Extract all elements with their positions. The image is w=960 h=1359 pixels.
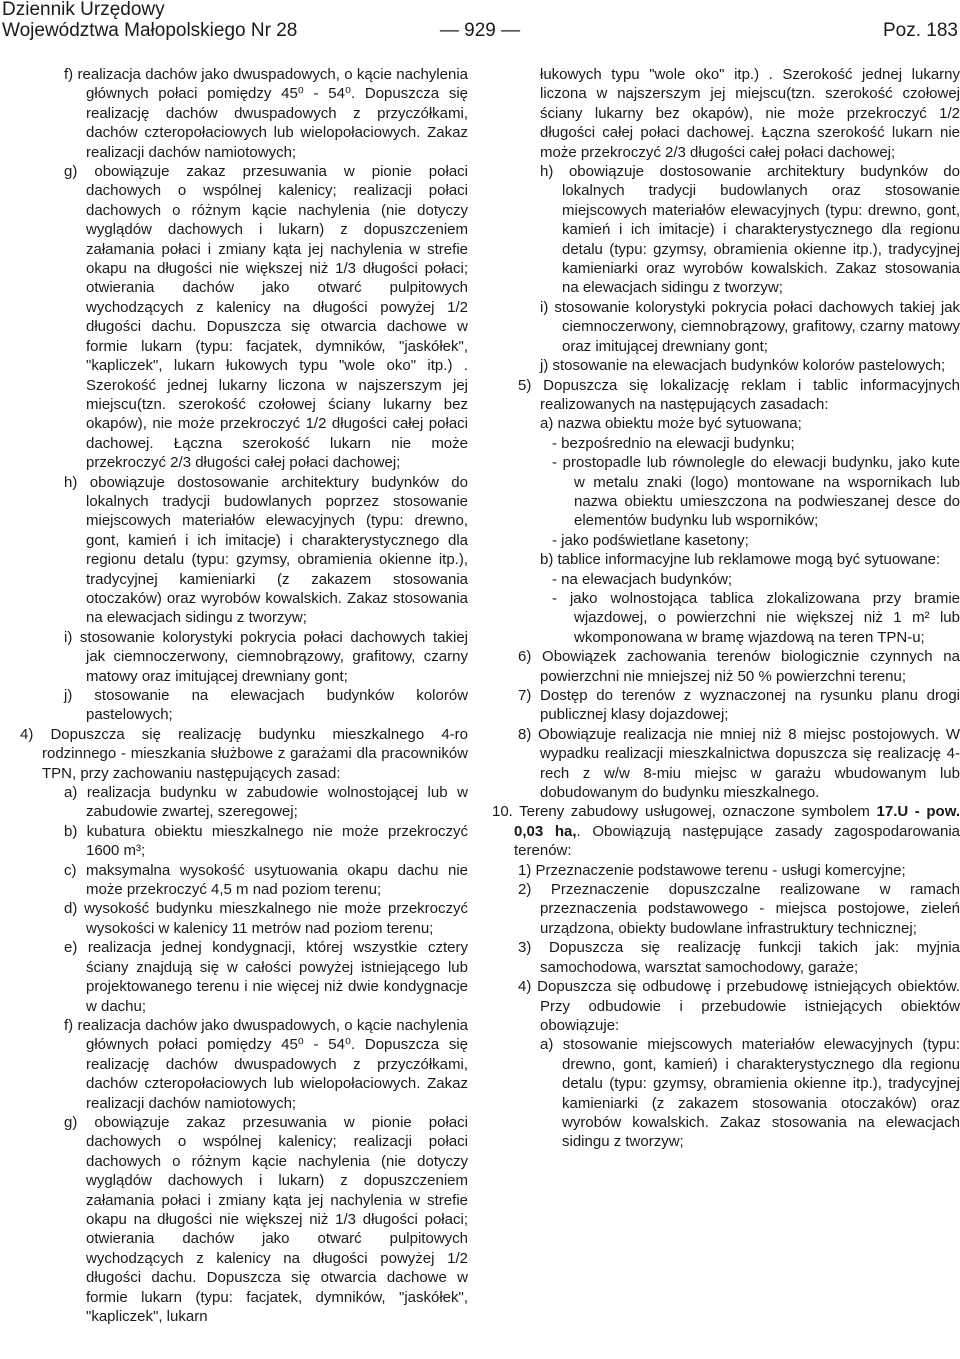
paragraph-j-right: j) stosowanie na elewacjach budynków kolorów pastelowych; — [540, 357, 946, 375]
paragraph-f-2: f) realizacja dachów jako dwuspadowych, o kącie nachylenia głównych połaci pomiędzy 45⁰ - 54⁰. Dopuszcza się realizację dachów dwuspadowych z przyczółkami, dachów czteropołaciowych lub wielopołaciowych. Zakaz realizacji dachów namiotowych; — [64, 1016, 468, 1112]
section-10-rest: . Obowiązują następujące zasady zagospodarowania terenów: — [514, 822, 960, 860]
list-item: - bezpośrednio na elewacji budynku; — [552, 434, 795, 452]
section-10 — [492, 802, 960, 860]
section-6: 6) Obowiązek zachowania terenów biologicznie czynnych na powierzchni nie mniejszej niż 50 % powierzchni terenu; — [518, 648, 960, 685]
paragraph-h: h) obowiązuje dostosowanie architektury budynków do lokalnych tradycji budowlanych poprzez stosowanie miejscowych materiałów elewacyjnych (typu: drewno, gont, kamień i ich imitacje) i charakterystycznego dla regionu detalu (typu: gzymsy, obramienia okienne itp.), tradycyjnej kamieniarki (z zakazem stosowania otoczaków) oraz wyrobów kowalskich. Zakaz stosowania na elewacjach sidingu z tworzyw; — [64, 473, 468, 627]
section-4: 4) Dopuszcza się realizację budynku mieszkalnego 4-ro rodzinnego - mieszkania służbowe z garażami dla pracowników TPN, przy zachowaniu następujących zasad: — [20, 725, 468, 782]
list-item: - jako podświetlane kasetony; — [552, 531, 749, 549]
paragraph-e: e) realizacja jednej kondygnacji, której wszystkie cztery ściany znajdują się w całości powyżej istniejącego lub projektowanego terenu i nie więcej niż dwie kondygnacje w dachu; — [64, 939, 468, 1015]
paragraph-g: g) obowiązuje zakaz przesuwania w pionie połaci dachowych o wspólnej kalenicy; realizacji połaci dachowych o różnym kącie nachylenia (nie dotyczy wyglądów dachowych i lukarn) z dopuszczeniem załamania połaci i zmiany kąta jej nachylenia w strefie okapu na długości nie większej niż 1/3 długości połaci; otwierania dachów jako otwarć pulpitowych wychodzących z kalenicy na długości powyżej 1/2 długości dachu. Dopuszcza się otwarcia dachowe w formie lukarn (typu: facjatek, dymników, "jaskółek", "kapliczek", lukarn łukowych typu "wole oko" itp.) . Szerokość jednej lukarny liczona w najszerszym jej miejscu(tzn. szerokość czołowej ściany lukarny bez okapów), nie może przekroczyć 1/2 długości całej połaci dachowej. Łączna szerokość lukarn nie może przekroczyć 2/3 długości całej połaci dachowej; — [64, 163, 468, 472]
list-item: - prostopadle lub równolegle do elewacji budynku, jako kute w metalu znaki (logo) montowane na wspornikach lub nazwa obiektu umieszczona na podwieszanej desce do elementów budynku lub wsporników; — [552, 454, 960, 530]
paragraph-b: b) kubatura obiektu mieszkalnego nie może przekroczyć 1600 m³; — [64, 822, 468, 860]
section-5: 5) Dopuszcza się lokalizację reklam i tablic informacyjnych realizowanych na następujących zasadach: — [518, 376, 960, 413]
section-10-symbol: 17.U - pow. 0,03 ha, — [514, 803, 960, 840]
paragraph-5a: a) nazwa obiektu może być sytuowana; — [540, 415, 802, 433]
right-column — [492, 65, 960, 1152]
position-number: Poz. 183 — [883, 20, 958, 41]
paragraph-c: c) maksymalna wysokość usytuowania okapu dachu nie może przekroczyć 4,5 m nad poziom terenu; — [64, 861, 468, 899]
paragraph-i: i) stosowanie kolorystyki pokrycia połaci dachowych takiej jak ciemnoczerwony, ciemnobrązowy, grafitowy, czarny matowy oraz imitującej drewniany gont; — [64, 628, 468, 685]
section-10-intro: 10. Tereny zabudowy usługowej, oznaczone symbolem — [492, 803, 877, 821]
paragraph-10-4a: a) stosowanie miejscowych materiałów elewacyjnych (typu: drewno, gont, kamień) i charakterystycznego dla regionu detalu (typu: gzymsy, obramienia okienne itp.), tradycyjnej kamieniarki (z zakazem stosowania otoczaków) oraz wyrobów kowalskich. Zakaz stosowania na elewacjach sidingu z tworzyw; — [540, 1036, 960, 1151]
list-item: - na elewacjach budynków; — [552, 570, 733, 588]
section-7: 7) Dostęp do terenów z wyznaczonej na rysunku planu drogi publicznej klasy dojazdowej; — [518, 687, 960, 724]
paragraph-f: f) realizacja dachów jako dwuspadowych, o kącie nachylenia głównych połaci pomiędzy 45⁰ - 54⁰. Dopuszcza się realizację dachów dwuspadowych z przyczółkami, dachów czteropołaciowych lub wielopołaciowych. Zakaz realizacji dachów namiotowych; — [64, 66, 468, 161]
journal-title: Dziennik Urzędowy — [2, 0, 165, 20]
list-item: - jako wolnostojąca tablica zlokalizowana przy bramie wjazdowej, o powierzchni nie większej niż 1 m² lub wkomponowana w bramę wjazdową na teren TPN-u; — [552, 589, 960, 646]
section-10-1: 1) Przeznaczenie podstawowe terenu - usługi komercyjne; — [518, 861, 906, 879]
page-number: — 929 — — [439, 20, 521, 41]
section-10-4: 4) Dopuszcza się odbudowę i przebudowę istniejących obiektów. Przy odbudowie i przebudowie istniejących obiektów obowiązuje: — [518, 978, 960, 1034]
page-header — [0, 0, 960, 42]
paragraph-i-right: i) stosowanie kolorystyki pokrycia połaci dachowych takiej jak ciemnoczerwony, ciemnobrązowy, grafitowy, czarny matowy oraz imitującej drewniany gont; — [540, 298, 960, 355]
section-10-2: 2) Przeznaczenie dopuszczalne realizowane w ramach przeznaczenia podstawowego - miejsca postojowe, zieleń urządzona, obiekty budowlane infrastruktury technicznej; — [518, 881, 960, 937]
left-column — [20, 65, 468, 1326]
paragraph-j: j) stosowanie na elewacjach budynków kolorów pastelowych; — [64, 687, 468, 724]
paragraph-g-2: g) obowiązuje zakaz przesuwania w pionie połaci dachowych o wspólnej kalenicy; realizacji połaci dachowych o różnym kącie nachylenia (nie dotyczy wyglądów dachowych i lukarn) z dopuszczeniem załamania połaci i zmiany kąta jej nachylenia w strefie okapu na długości nie większej niż 1/3 długości połaci; otwierania dachów jako otwarć pulpitowych wychodzących z kalenicy na długości powyżej 1/2 długości dachu. Dopuszcza się otwarcia dachowe w formie lukarn (typu: facjatek, dymników, "jaskółek", "kapliczek", lukarn — [64, 1113, 468, 1325]
paragraph-h-right: h) obowiązuje dostosowanie architektury budynków do lokalnych tradycji budowlanych oraz stosowanie miejscowych materiałów elewacyjnych (typu: drewno, gont, kamień i ich imitacje) i charakterystycznego dla regionu detalu (typu: gzymsy, obramienia okienne itp.), tradycyjnej kamieniarki oraz wyrobów kowalskich. Zakaz stosowania na elewacjach sidingu z tworzyw; — [540, 163, 960, 297]
paragraph-g-continued: łukowych typu "wole oko" itp.) . Szerokość jednej lukarny liczona w najszerszym jej miejscu(tzn. szerokość czołowej ściany lukarny bez okapów), nie może przekroczyć 1/2 długości całej połaci dachowej. Łączna szerokość lukarn nie może przekroczyć 2/3 długości całej połaci dachowej; — [540, 66, 960, 161]
paragraph-a: a) realizacja budynku w zabudowie wolnostojącej lub w zabudowie zwartej, szeregowej; — [64, 784, 468, 821]
paragraph-5b: b) tablice informacyjne lub reklamowe mogą być sytuowane: — [540, 551, 941, 569]
section-8: 8) Obowiązuje realizacja nie mniej niż 8 miejsc postojowych. W wypadku realizacji mieszkalnictwa dopuszcza się realizację 4- rech z w/w 8-miu miejsc w garażu wbudowanym lub dobudowanym do budynku mieszkalnego. — [518, 725, 960, 802]
section-10-3: 3) Dopuszcza się realizację funkcji takich jak: myjnia samochodowa, warsztat samochodowy, garaże; — [518, 939, 960, 976]
paragraph-d: d) wysokość budynku mieszkalnego nie może przekroczyć wysokości w kalenicy 11 metrów nad poziom terenu; — [64, 900, 468, 937]
voivodeship-issue: Województwa Małopolskiego Nr 28 — [2, 20, 298, 41]
